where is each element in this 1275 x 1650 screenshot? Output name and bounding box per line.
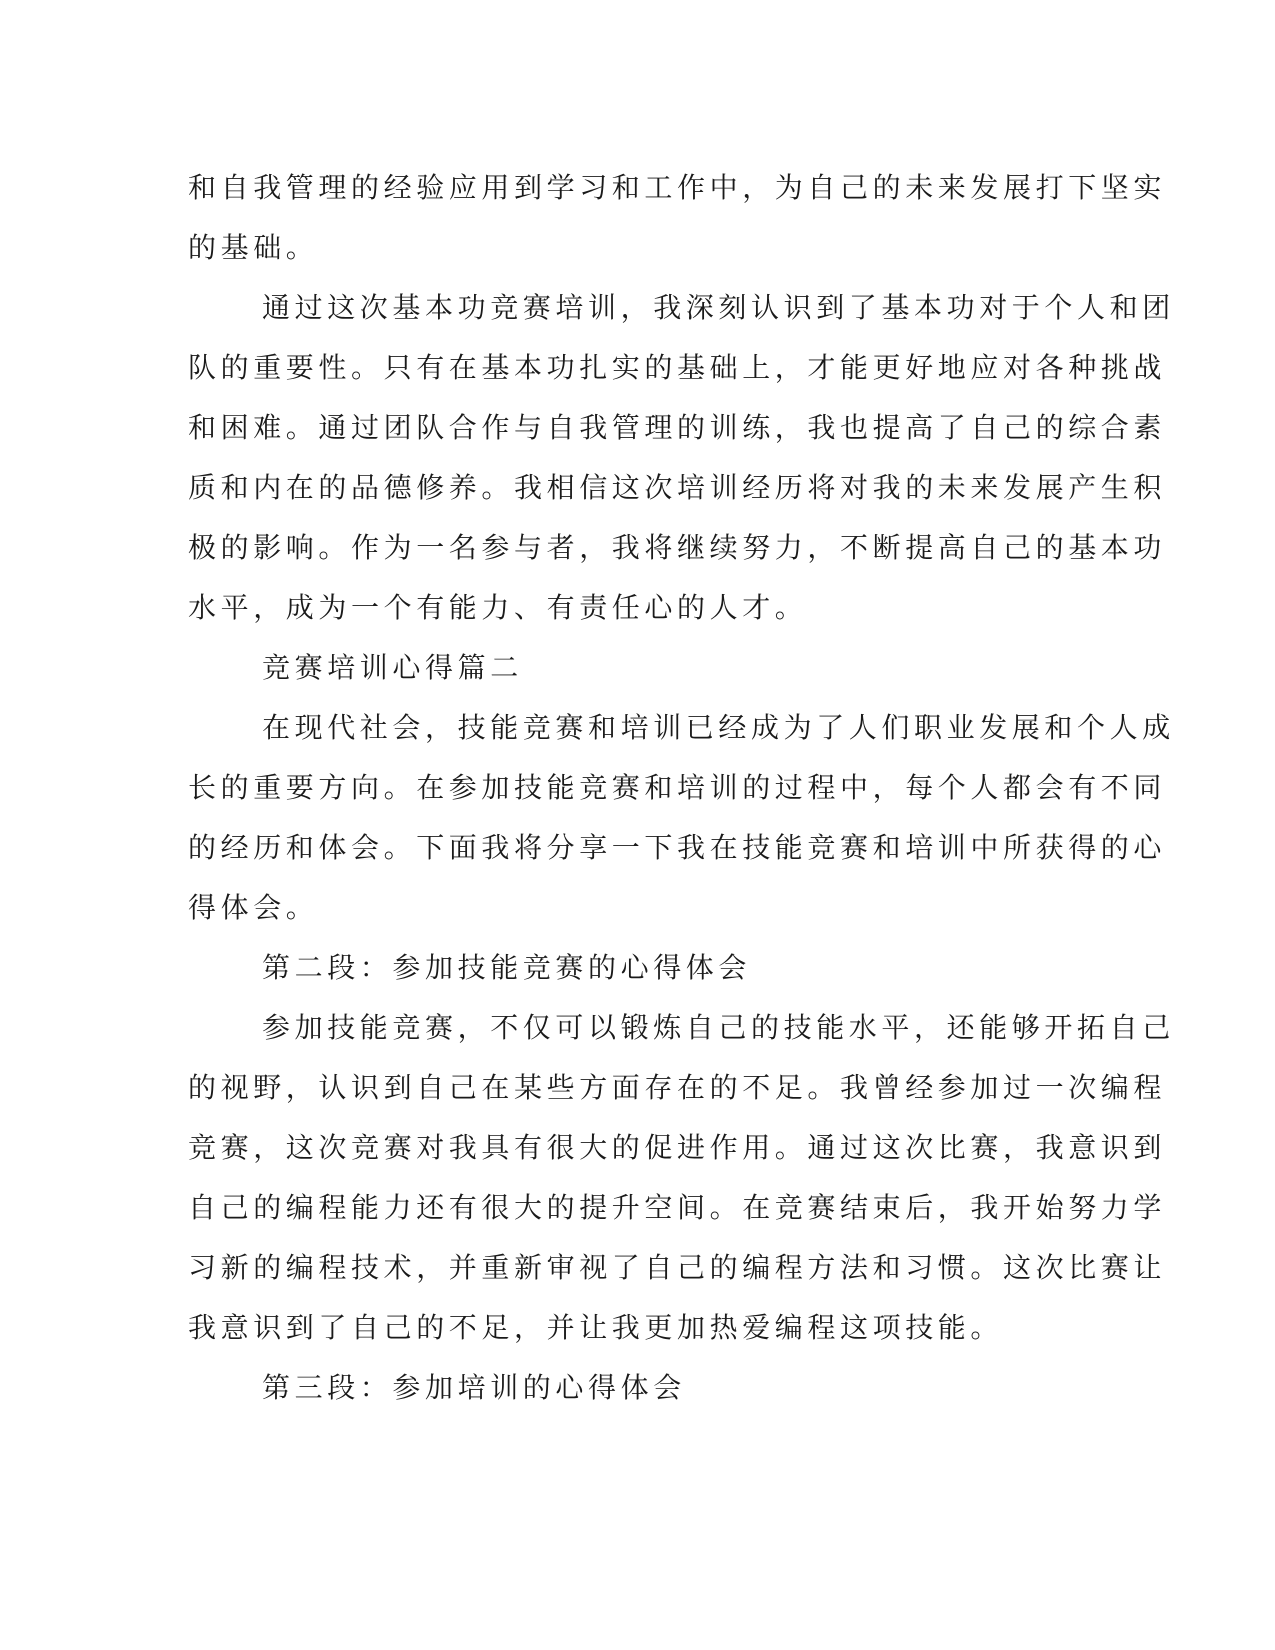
paragraph-basic-skills-summary xyxy=(188,278,1175,638)
text-line: 的基础。 xyxy=(188,231,319,264)
section-heading-part-two xyxy=(188,638,1068,698)
text-line: 自己的编程能力还有很大的提升空间。在竞赛结束后，我开始努力学 xyxy=(188,1191,1167,1224)
text-line: 质和内在的品德修养。我相信这次培训经历将对我的未来发展产生积 xyxy=(188,471,1167,504)
text-line: 竞赛，这次竞赛对我具有很大的促进作用。通过这次比赛，我意识到 xyxy=(188,1131,1167,1164)
text-line: 长的重要方向。在参加技能竞赛和培训的过程中，每个人都会有不同 xyxy=(188,771,1167,804)
paragraph-continuation xyxy=(188,158,1167,278)
text-line: 通过这次基本功竞赛培训，我深刻认识到了基本功对于个人和团 xyxy=(262,291,1175,324)
text-line: 极的影响。作为一名参与者，我将继续努力，不断提高自己的基本功 xyxy=(188,531,1167,564)
document-body xyxy=(188,158,1175,1418)
text-line: 得体会。 xyxy=(188,891,319,924)
section-heading-third-part xyxy=(188,1358,1068,1418)
text-line: 水平，成为一个有能力、有责任心的人才。 xyxy=(188,591,808,624)
text-line: 队的重要性。只有在基本功扎实的基础上，才能更好地应对各种挑战 xyxy=(188,351,1167,384)
section-heading-second-part xyxy=(188,938,1068,998)
paragraph-intro xyxy=(188,698,1175,938)
heading-line: 竞赛培训心得篇二 xyxy=(262,651,523,684)
heading-line: 第二段：参加技能竞赛的心得体会 xyxy=(262,951,752,984)
text-line: 习新的编程技术，并重新审视了自己的编程方法和习惯。这次比赛让 xyxy=(188,1251,1167,1284)
text-line: 和困难。通过团队合作与自我管理的训练，我也提高了自己的综合素 xyxy=(188,411,1167,444)
paragraph-competition-experience xyxy=(188,998,1175,1358)
text-line: 我意识到了自己的不足，并让我更加热爱编程这项技能。 xyxy=(188,1311,1004,1344)
text-line: 在现代社会，技能竞赛和培训已经成为了人们职业发展和个人成 xyxy=(262,711,1175,744)
text-line: 参加技能竞赛，不仅可以锻炼自己的技能水平，还能够开拓自己 xyxy=(262,1011,1175,1044)
text-line: 的视野，认识到自己在某些方面存在的不足。我曾经参加过一次编程 xyxy=(188,1071,1167,1104)
heading-line: 第三段：参加培训的心得体会 xyxy=(262,1371,686,1404)
text-line: 的经历和体会。下面我将分享一下我在技能竞赛和培训中所获得的心 xyxy=(188,831,1167,864)
text-line: 和自我管理的经验应用到学习和工作中，为自己的未来发展打下坚实 xyxy=(188,171,1167,204)
